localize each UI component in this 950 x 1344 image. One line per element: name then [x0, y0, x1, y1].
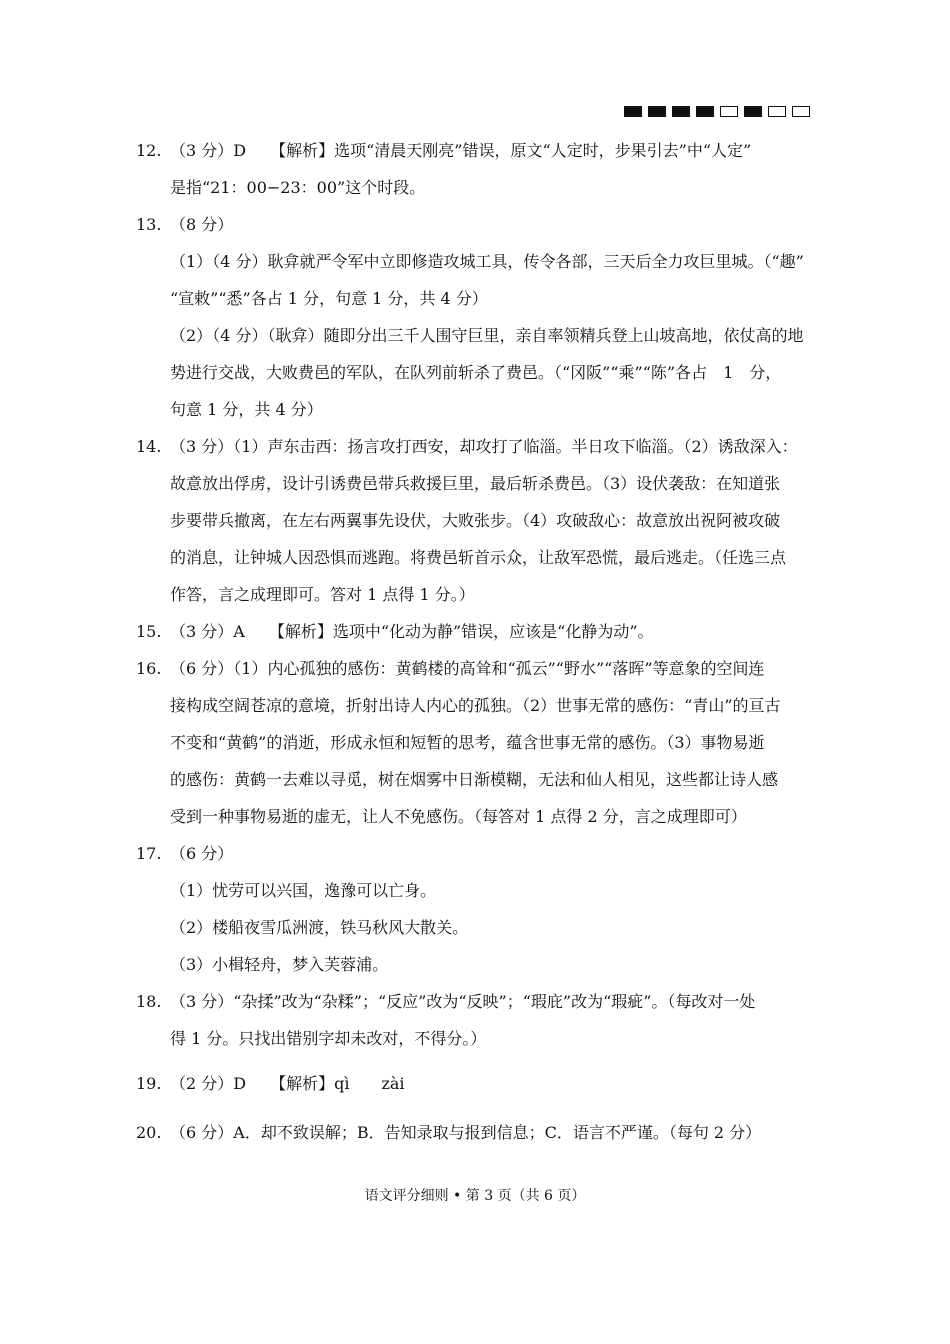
print-mark-filled [696, 106, 714, 117]
answer-text: “宣敕”“悉”各占 1 分，句意 1 分，共 4 分） [170, 289, 488, 308]
answer-item [136, 1114, 816, 1151]
answer-text: 作答，言之成理即可。答对 1 点得 1 分。） [170, 585, 475, 604]
answer-line [136, 502, 816, 539]
question-number: 20. [136, 1123, 162, 1142]
print-mark-filled [744, 106, 762, 117]
answer-line [136, 761, 816, 798]
answer-text: （1）（4 分）耿弇就严令军中立即修造攻城工具，传令各部，三天后全力攻巨里城。（“趣” [170, 252, 804, 271]
answer-line [136, 317, 816, 354]
answer-line [136, 1114, 816, 1151]
answer-text: 句意 1 分，共 4 分） [170, 400, 323, 419]
answer-item [136, 317, 816, 428]
answer-line [136, 650, 816, 687]
answer-text: （3 分）D 【解析】选项“清晨天刚亮”错误，原文“人定时，步果引去”中“人定” [170, 141, 752, 160]
question-number: 13. [136, 215, 162, 234]
page-footer: 语文评分细则 • 第 3 页（共 6 页） [364, 1188, 586, 1204]
answer-line [136, 1020, 816, 1057]
print-mark-empty [768, 106, 786, 117]
answer-text: 步要带兵撤离，在左右两翼事先设伏，大败张步。（4）攻破敌心：故意放出祝阿被攻破 [170, 511, 781, 530]
answer-text: （3 分）（1）声东击西：扬言攻打西安，却攻打了临淄。半日攻下临淄。（2）诱敌深入： [170, 437, 798, 456]
answer-line [136, 946, 816, 983]
answer-text: 的消息，让钟城人因恐惧而逃跑。将费邑斩首示众，让敌军恐慌，最后逃走。（任选三点 [170, 548, 787, 567]
answer-line [136, 576, 816, 613]
question-number: 15. [136, 622, 162, 641]
answer-text: （1）忧劳可以兴国，逸豫可以亡身。 [170, 881, 437, 900]
answer-line [136, 872, 816, 909]
answer-text: （6 分） [170, 844, 234, 863]
answer-line [136, 465, 816, 502]
print-mark-empty [720, 106, 738, 117]
answer-item [136, 983, 816, 1057]
answer-line [136, 391, 816, 428]
answer-item [136, 909, 816, 946]
answer-line [136, 983, 816, 1020]
answer-line [136, 206, 816, 243]
answer-text: 得 1 分。只找出错别字却未改对，不得分。） [170, 1029, 487, 1048]
answer-text: 的感伤：黄鹤一去难以寻觅，树在烟雾中日渐模糊，无法和仙人相见，这些都让诗人感 [170, 770, 779, 789]
question-number: 14. [136, 437, 162, 456]
answer-item [136, 613, 816, 650]
answer-line [136, 243, 816, 280]
answer-line [136, 354, 816, 391]
answer-item [136, 946, 816, 983]
answer-line [136, 428, 816, 465]
answer-text: （6 分）A．却不致误解；B．告知录取与报到信息；C．语言不严谨。（每句 2 分） [170, 1123, 762, 1142]
answer-line [136, 613, 816, 650]
answer-text: 接构成空阔苍凉的意境，折射出诗人内心的孤独。（2）世事无常的感伤：“青山”的亘古 [170, 696, 781, 715]
answer-line [136, 169, 816, 206]
answer-text: 是指“21：00−23：00”这个时段。 [170, 178, 426, 197]
answer-line [136, 687, 816, 724]
question-number: 16. [136, 659, 162, 678]
answer-text: （8 分） [170, 215, 234, 234]
print-mark-filled [624, 106, 642, 117]
answer-line [136, 909, 816, 946]
answer-line [136, 798, 816, 835]
answer-line [136, 539, 816, 576]
question-number: 19. [136, 1074, 162, 1093]
answer-item [136, 243, 816, 317]
answer-text: （3 分）“杂揉”改为“杂糅”；“反应”改为“反映”；“瑕庇”改为“瑕疵”。（每改对一处 [170, 992, 756, 1011]
question-number: 12. [136, 141, 162, 160]
answer-text: 势进行交战，大败费邑的军队，在队列前斩杀了费邑。（“冈阪”“乘”“陈”各占 1 分， [170, 363, 782, 382]
answer-item [136, 132, 816, 206]
answer-text: 故意放出俘虏，设计引诱费邑带兵救援巨里，最后斩杀费邑。（3）设伏袭敌：在知道张 [170, 474, 781, 493]
answer-text: 不变和“黄鹤”的消逝，形成永恒和短暂的思考，蕴含世事无常的感伤。（3）事物易逝 [170, 733, 765, 752]
answer-text: 受到一种事物易逝的虚无，让人不免感伤。（每答对 1 点得 2 分，言之成理即可） [170, 807, 747, 826]
answer-text: （2）楼船夜雪瓜洲渡，铁马秋风大散关。 [170, 918, 469, 937]
answer-line [136, 835, 816, 872]
answer-item [136, 835, 816, 872]
question-number: 17. [136, 844, 162, 863]
answer-line [136, 132, 816, 169]
answer-item [136, 206, 816, 243]
answer-text: （3 分）A 【解析】选项中“化动为静”错误，应该是“化静为动”。 [170, 622, 654, 641]
print-mark-filled [648, 106, 666, 117]
print-mark-filled [672, 106, 690, 117]
question-number: 18. [136, 992, 162, 1011]
answer-line [136, 1065, 816, 1102]
answer-item [136, 1065, 816, 1102]
answer-text: （6 分）（1）内心孤独的感伤：黄鹤楼的高耸和“孤云”“野水”“落晖”等意象的空间连 [170, 659, 765, 678]
print-mark-empty [792, 106, 810, 117]
answer-item [136, 428, 816, 613]
answer-text: （2）（4 分）（耿弇）随即分出三千人围守巨里，亲自率领精兵登上山坡高地，依仗高的地 [170, 326, 804, 345]
print-marks [624, 106, 810, 117]
answer-item [136, 650, 816, 835]
answer-text: （2 分）D 【解析】qì zài [170, 1074, 405, 1093]
answer-list [136, 132, 816, 1151]
answer-line [136, 280, 816, 317]
answer-text: （3）小楫轻舟，梦入芙蓉浦。 [170, 955, 389, 974]
answer-item [136, 872, 816, 909]
answer-line [136, 724, 816, 761]
